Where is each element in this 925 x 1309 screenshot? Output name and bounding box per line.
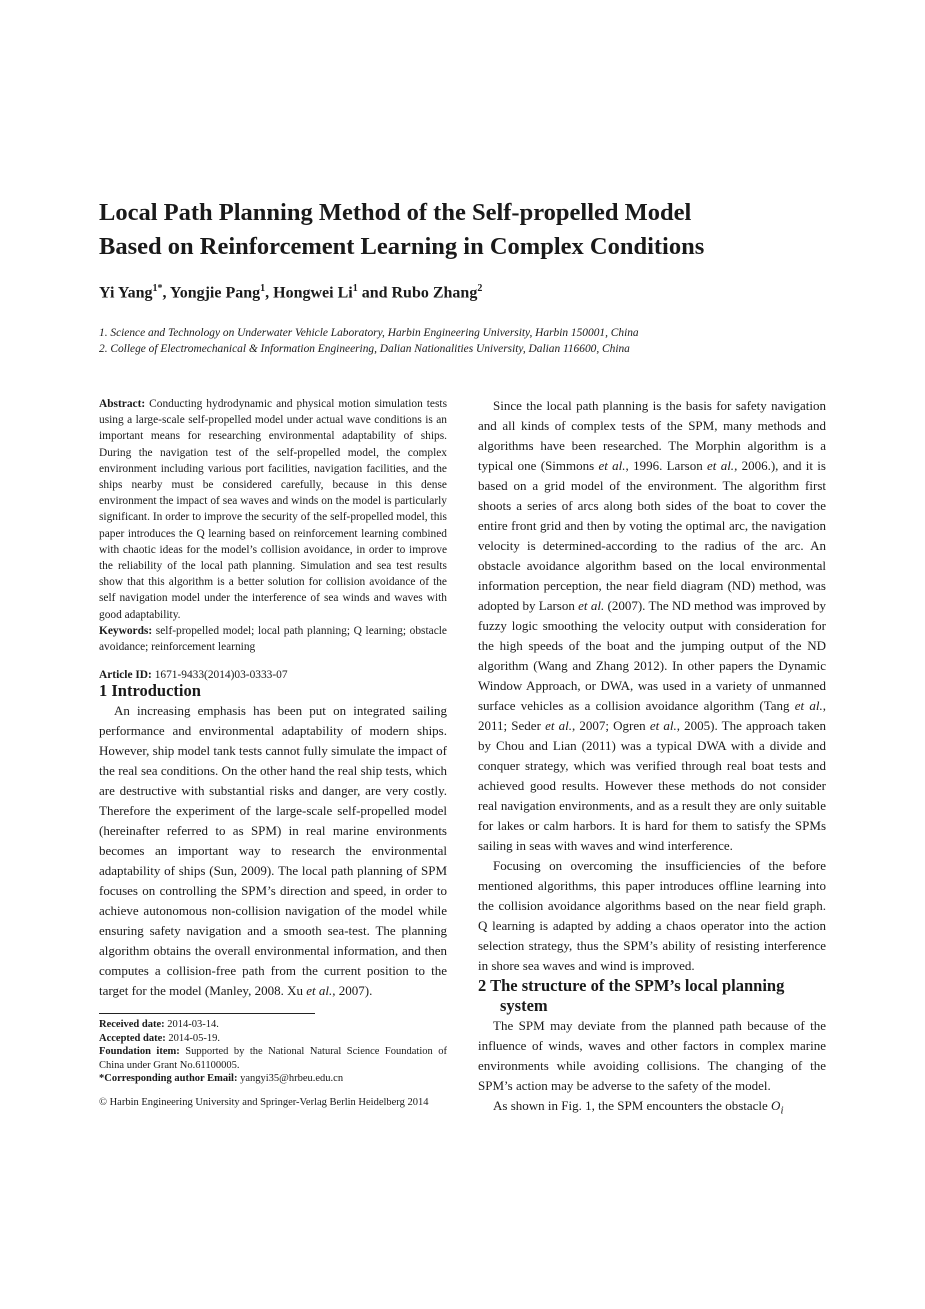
footnote-received bbox=[99, 1018, 447, 1032]
email-address: yangyi35@hrbeu.edu.cn bbox=[240, 1073, 344, 1085]
paper-title bbox=[99, 196, 859, 264]
text-run: , 1996. Larson bbox=[625, 458, 708, 473]
section2-heading-line2: system bbox=[500, 996, 548, 1015]
foundation-text: Supported by the National Natural Science Foundation of China under Grant No.61100005. bbox=[99, 1046, 447, 1071]
received-label: Received date: bbox=[99, 1019, 165, 1031]
copyright-notice: © Harbin Engineering University and Springer-Verlag Berlin Heidelberg 2014 bbox=[99, 1096, 429, 1108]
accepted-label: Accepted date: bbox=[99, 1032, 166, 1044]
obstacle-symbol: O bbox=[771, 1098, 781, 1113]
article-id bbox=[99, 669, 447, 681]
citation-etal: et al. bbox=[649, 718, 677, 733]
author-affil-mark: 1* bbox=[152, 283, 163, 294]
text-run: Since the local path planning is the basis for safety navigation and all kinds of complex tests of the SPM, many methods and algorithms have been researched. The Morphin algorithm is a typical one (Simmons bbox=[478, 398, 826, 473]
affiliation-2: 2. College of Electromechanical & Information Engineering, Dalian Nationalities University, Dalian 116600, China bbox=[99, 343, 630, 355]
text-run: , 2011; Seder bbox=[478, 698, 826, 733]
author-affil-mark: 1 bbox=[260, 283, 266, 294]
footnote-foundation bbox=[99, 1045, 447, 1072]
citation-etal: et al. bbox=[578, 598, 605, 613]
section2-heading-line1: 2 The structure of the SPM’s local planning bbox=[478, 976, 785, 995]
intro-paragraph bbox=[99, 701, 447, 1001]
author-affil-mark: 2 bbox=[477, 283, 483, 294]
footnote-accepted bbox=[99, 1032, 447, 1046]
citation-etal: et al. bbox=[707, 458, 735, 473]
text-run: As shown in Fig. 1, the SPM encounters the obstacle bbox=[493, 1098, 772, 1113]
received-date: 2014-03-14. bbox=[167, 1019, 219, 1031]
keywords bbox=[99, 623, 447, 655]
foundation-label: Foundation item: bbox=[99, 1046, 180, 1058]
author-name: Yi Yang bbox=[99, 284, 153, 302]
left-column bbox=[99, 396, 447, 1109]
keywords-label: Keywords: bbox=[99, 624, 153, 637]
accepted-date: 2014-05-19. bbox=[168, 1032, 221, 1044]
related-work-paragraph bbox=[478, 396, 826, 856]
author-name: Rubo Zhang bbox=[391, 284, 478, 302]
abstract-label: Abstract: bbox=[99, 398, 146, 410]
title-line-1: Local Path Planning Method of the Self-propelled Model bbox=[99, 199, 692, 226]
citation-etal: et al. bbox=[794, 698, 823, 713]
citation-etal: et al. bbox=[306, 983, 333, 999]
section-heading-introduction: 1 Introduction bbox=[99, 681, 201, 701]
text-run: , 2006.), and it is based on a grid model of the environment. The algorithm first shoots a series of arcs along both sides of the boat to cover the entire front grid and then by voting the optimal arc, the navigation velocity is determined-according to the radius of the arc. An obstacle avoidance algorithm based on the local environmental information perception, the near field diagram (ND) method, was adopted by Larson bbox=[478, 458, 826, 613]
right-column bbox=[478, 396, 826, 1121]
affiliations bbox=[99, 325, 859, 357]
abstract bbox=[99, 396, 447, 623]
intro-text: An increasing emphasis has been put on integrated sailing performance and environmental adaptability of modern ships. However, ship model tank tests cannot fully simulate the impact of the real sea conditions. On the other hand the real ship tests, which are destructive with substantial risks and danger, are very costly. Therefore the experiment of the large-scale self-propelled model (hereinafter referred to as SPM) in real marine environments becomes an important way to research the environmental adaptability of ships (Sun, 2009). The local path planning of SPM focuses on controlling the SPM’s direction and speed, in order to achieve autonomous non-collision navigation of the model while ensuring safety navigation and a smooth sea-test. The planning algorithm obtains the overall environmental information, and then computes a collision-free path from the current position to the target for the model (Manley, 2008. Xu bbox=[99, 703, 447, 999]
abstract-text: Conducting hydrodynamic and physical motion simulation tests using a large-scale self-propelled model under actual wave conditions is an important means for researching environmental adaptability of ships. During the navigation test of the self-propelled model, the complex environment including various port facilities, navigation facilities, and the ships nearby must be considered carefully, because in this dense environment the impact of sea waves and winds on the model is particularly significant. In order to improve the security of the self-propelled model, this paper introduces the Q learning based on reinforcement learning combined with chaotic ideas for the model’s collision avoidance, in order to improve the reliability of the local path planning. Simulation and sea test results show that this algorithm is a better solution for collision avoidance of the self navigation model under the interference of sea winds and waves with good adaptability. bbox=[99, 398, 447, 621]
author-name: Yongjie Pang bbox=[169, 284, 261, 302]
text-run: (2007). The ND method was improved by fuzzy logic smoothing the velocity output with consideration for the high speeds of the boat and the jumping output of the ND algorithm (Wang and Zhang 2012). In other papers the Dynamic Window Approach, or DWA, was used in a variety of unmanned surface vehicles as a collision avoidance algorithm (Tang bbox=[478, 598, 826, 713]
article-id-value: 1671-9433(2014)03-0333-07 bbox=[154, 669, 288, 682]
article-id-label: Article ID: bbox=[99, 669, 152, 682]
section-heading-structure bbox=[478, 976, 826, 1016]
text-run: , 2007; Ogren bbox=[571, 718, 650, 733]
footnote-email bbox=[99, 1072, 447, 1086]
author-list: Yi Yang$^{1*}$, Yongjie Pang$^1$, Hongwei Li$^1$ and Rubo Zhang$^2$ bbox=[99, 283, 483, 302]
author-name: Hongwei Li bbox=[273, 284, 353, 302]
text-run: , 2005). The approach taken by Chou and Lian (2011) was a typical DWA with a divide and conquer strategy, which was verified through real boat tests and achieved good results. However these methods do not consider real navigation environments, and as a result they are only suitable for lakes or calm harbors. It is hard for them to satisfy the SPMs sailing in seas with waves and wind interference. bbox=[478, 718, 826, 853]
contribution-paragraph: Focusing on overcoming the insufficiencies of the before mentioned algorithms, this paper introduces offline learning into the collision avoidance algorithms based on the near field graph. Q learning is adapted by adding a chaos operator into the action selection strategy, thus the SPM’s ability of resisting interference in shore sea waves and wind is improved. bbox=[478, 858, 826, 973]
title-line-2: Based on Reinforcement Learning in Complex Conditions bbox=[99, 233, 705, 260]
structure-paragraph: The SPM may deviate from the planned path because of the influence of winds, waves and other factors in complex marine environments while avoiding collisions. The changing of the SPM’s action may be adverse to the safety of the model. bbox=[478, 1018, 826, 1093]
figure-reference-paragraph bbox=[478, 1096, 826, 1121]
affiliation-1: 1. Science and Technology on Underwater Vehicle Laboratory, Harbin Engineering University, Harbin 150001, China bbox=[99, 327, 639, 339]
citation-etal: et al. bbox=[598, 458, 626, 473]
email-label: *Corresponding author Email: bbox=[99, 1073, 238, 1085]
keywords-text: self-propelled model; local path planning; Q learning; obstacle avoidance; reinforcement learning bbox=[99, 624, 447, 654]
citation-etal: et al. bbox=[545, 718, 572, 733]
obstacle-subscript: i bbox=[780, 1104, 784, 1117]
intro-text-end: , 2007). bbox=[332, 983, 373, 999]
footnote-divider bbox=[99, 1013, 315, 1014]
author-affil-mark: 1 bbox=[352, 283, 358, 294]
